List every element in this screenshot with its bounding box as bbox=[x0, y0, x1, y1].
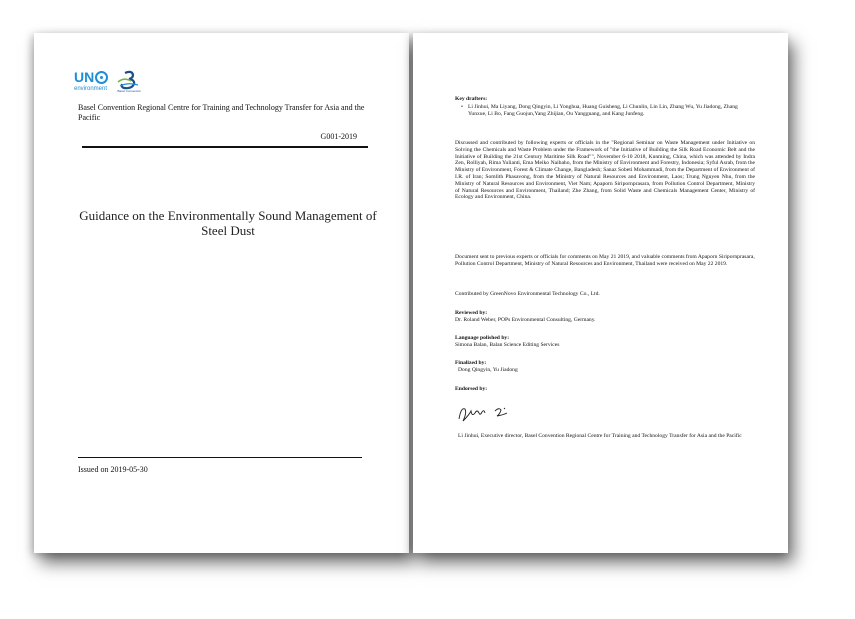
issued-date: Issued on 2019-05-30 bbox=[78, 465, 148, 474]
basel-logo-subtext: Basel Convention bbox=[117, 89, 141, 93]
signature-image bbox=[455, 401, 515, 425]
key-drafters-text: Li Jinhui, Ma Liyang, Dong Qingyin, Li Yonghua, Huang Guisheng, Li Chunlin, Lin Lin, Zhang Wu, Yu Jiadong, Zhang Yunxue, Li Bo, Fang Guojun,Yang Zhijian, Ou Yangguang, and Kang Junfeng. bbox=[468, 104, 738, 117]
un-emblem-icon bbox=[95, 71, 108, 84]
reviewed-heading: Reviewed by: bbox=[455, 310, 488, 316]
finalized-heading: Finalized by: bbox=[455, 360, 487, 366]
logo-group bbox=[74, 70, 142, 93]
un-environment-logo bbox=[74, 70, 108, 92]
cover-page bbox=[34, 33, 409, 553]
un-logo-text: UN bbox=[74, 69, 95, 85]
key-drafters-heading: Key drafters: bbox=[455, 96, 488, 102]
endorser-text: Li Jinhui, Executive director, Basel Convention Regional Centre for Training and Technology Transfer for Asia and the Pacific bbox=[458, 433, 742, 439]
discussed-paragraph: Discussed and contributed by following experts or officials in the "Regional Seminar on Waste Management under Initiative on Solving the Chemicals and Waste Problem under the Framework of "the Initiative of Building the Silk Road Economic Belt and the Initiative of Building the 21st Century Maritime Silk Road"", November 6-10 2018, Kunming, China, which was attended by Indra Zen, Rolliyah, Rima Yulianti, Ema Meiko Naibaho, from the Ministry of Environment and Forestry, Indonesia; Syful Asrab, from the Ministry of Environment, Forest & Climate Change, Bangladesh; Sanaz Sobeti Mohammadi, from the Department of Environment of I.R. of Iran; Somlith Phasavong, from the Ministry of Natural Resources and Environment, Laos; Trung Nguyen Nhu, from the Ministry of Natural Resources and Environment, Viet Nam; Apaporn Siripornprasara, from Pollution Control Department, Ministry of Natural Resources and Environment, Thailand; Zhe Zhang, from Solid Waste and Chemicals Management Center, Ministry of Ecology and Environment, China. bbox=[455, 140, 755, 201]
reviewed-text: Dr. Roland Weber, POPs Environmental Consulting, Germany. bbox=[455, 317, 596, 323]
credits-page bbox=[413, 33, 788, 553]
basel-convention-logo bbox=[116, 70, 142, 93]
contributed-paragraph: Contributed by GreenNovo Environmental Technology Co., Ltd. bbox=[455, 291, 600, 297]
document-title: Guidance on the Environmentally Sound Management of Steel Dust bbox=[79, 208, 377, 238]
centre-name: Basel Convention Regional Centre for Training and Technology Transfer for Asia and the Pacific bbox=[78, 103, 365, 122]
key-drafters-list bbox=[461, 104, 753, 118]
basel-b-icon bbox=[116, 70, 142, 90]
un-logo-subtext: environment bbox=[74, 86, 108, 92]
top-divider bbox=[82, 146, 368, 148]
bottom-divider bbox=[78, 457, 362, 458]
finalized-text: Dong Qingyin, Yu Jiadong bbox=[458, 367, 518, 373]
bullet-icon: • bbox=[461, 104, 463, 110]
language-heading: Language polished by: bbox=[455, 335, 510, 341]
language-text: Simona Balan, Balan Science Editing Services bbox=[455, 342, 560, 348]
document-code: G001-2019 bbox=[320, 132, 357, 141]
endorsed-heading: Endorsed by: bbox=[455, 386, 488, 392]
document-sent-paragraph: Document sent to previous experts or officials for comments on May 21 2019, and valuable comments from Apaporn Siripornprasara, Pollution Control Department, Ministry of Natural Resources and Environment, Thailand were received on May 22 2019. bbox=[455, 254, 755, 267]
